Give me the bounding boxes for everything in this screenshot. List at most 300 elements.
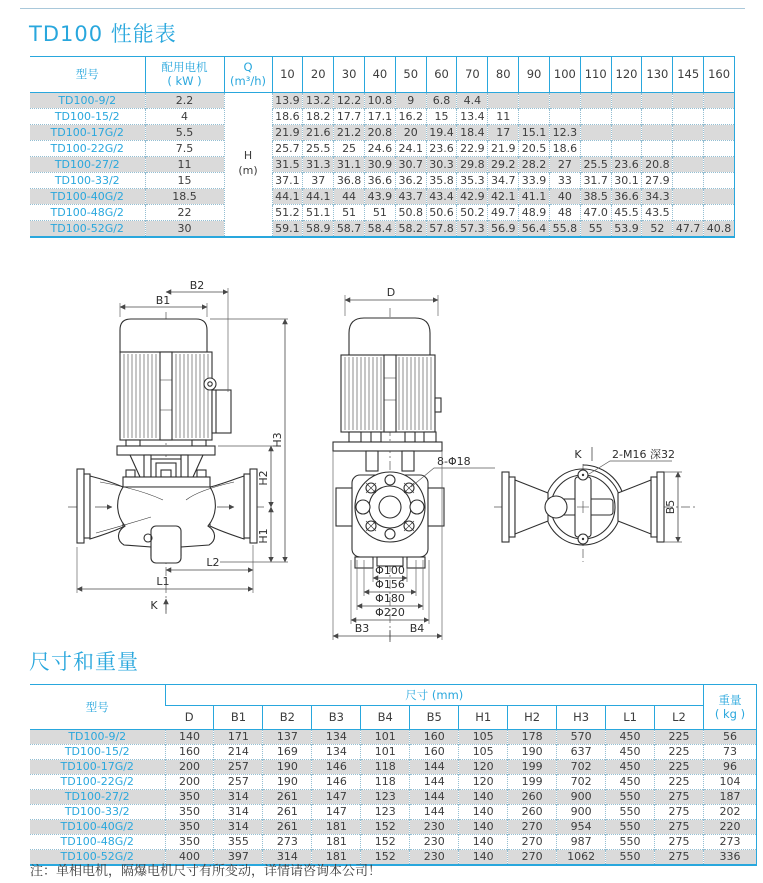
power-cell: 15	[145, 172, 224, 188]
head-value-cell: 12.2	[334, 92, 365, 108]
size-value-cell: 350	[165, 834, 214, 849]
head-value-cell: 18.4	[457, 124, 488, 140]
head-value-cell: 56.4	[519, 220, 550, 237]
size-value-cell: 190	[263, 774, 312, 789]
lifting-eye	[204, 378, 216, 390]
performance-row	[30, 204, 735, 220]
size-value-cell: 144	[410, 804, 459, 819]
footnote: 注：单相电机，隔爆电机尺寸有所变动，详情请咨询本公司！	[30, 864, 382, 879]
head-value-cell	[673, 124, 704, 140]
head-value-cell: 15	[426, 108, 457, 124]
size-value-cell: 1062	[557, 849, 606, 865]
head-value-cell: 36.6	[611, 188, 642, 204]
size-value-cell: 954	[557, 819, 606, 834]
head-value-cell: 55.8	[549, 220, 580, 237]
size-value-cell: 261	[263, 804, 312, 819]
head-value-cell: 51	[364, 204, 395, 220]
size-value-cell: 160	[410, 744, 459, 759]
head-value-cell: 21.9	[272, 124, 303, 140]
size-value-cell: 550	[606, 804, 655, 819]
model-cell: TD100-22G/2	[30, 140, 145, 156]
head-value-cell: 37	[303, 172, 334, 188]
col-header-flow-value: 20	[303, 57, 334, 93]
size-value-cell: 550	[606, 834, 655, 849]
dim-label-phi220: Φ220	[375, 606, 405, 619]
size-value-cell: 275	[655, 804, 704, 819]
head-value-cell: 27	[549, 156, 580, 172]
head-value-cell	[580, 92, 611, 108]
head-value-cell: 35.3	[457, 172, 488, 188]
size-value-cell: 397	[214, 849, 263, 865]
size-value-cell: 550	[606, 819, 655, 834]
head-value-cell: 48	[549, 204, 580, 220]
model-cell: TD100-22G/2	[30, 774, 165, 789]
head-value-cell	[704, 188, 735, 204]
size-value-cell: 120	[459, 759, 508, 774]
head-value-cell: 33	[549, 172, 580, 188]
head-value-cell: 19.4	[426, 124, 457, 140]
head-value-cell: 17	[488, 124, 519, 140]
size-value-cell: 702	[557, 759, 606, 774]
col-header-size-group: 尺寸 (mm)	[165, 685, 704, 706]
head-value-cell	[642, 92, 673, 108]
head-value-cell: 58.7	[334, 220, 365, 237]
size-value-cell: 120	[459, 774, 508, 789]
performance-row	[30, 124, 735, 140]
head-value-cell: 51.2	[272, 204, 303, 220]
size-value-cell: 105	[459, 729, 508, 744]
head-value-cell: 18.6	[272, 108, 303, 124]
head-value-cell: 31.5	[272, 156, 303, 172]
size-value-cell: 225	[655, 729, 704, 744]
size-value-cell: 123	[361, 804, 410, 819]
col-header-model: 型号	[30, 685, 165, 730]
head-value-cell	[580, 108, 611, 124]
weight-cell: 73	[704, 744, 757, 759]
size-value-cell: 350	[165, 789, 214, 804]
col-header-size-letter: B3	[312, 706, 361, 729]
size-value-cell: 314	[263, 849, 312, 865]
weight-cell: 336	[704, 849, 757, 865]
dim-label-h3: H3	[271, 432, 284, 448]
power-cell: 5.5	[145, 124, 224, 140]
col-header-size-letter: B5	[410, 706, 459, 729]
weight-cell: 187	[704, 789, 757, 804]
model-cell: TD100-15/2	[30, 744, 165, 759]
size-value-cell: 101	[361, 729, 410, 744]
size-value-cell: 134	[312, 729, 361, 744]
head-value-cell	[611, 92, 642, 108]
head-value-cell: 59.1	[272, 220, 303, 237]
size-value-cell: 450	[606, 729, 655, 744]
head-value-cell: 25.5	[580, 156, 611, 172]
dim-label-b2: B2	[189, 279, 205, 292]
size-value-cell: 275	[655, 789, 704, 804]
size-value-cell: 152	[361, 849, 410, 865]
performance-header-row	[30, 57, 735, 93]
size-value-cell: 355	[214, 834, 263, 849]
head-value-cell: 44.1	[272, 188, 303, 204]
head-value-cell	[642, 140, 673, 156]
dimensions-row	[30, 804, 757, 819]
head-value-cell: 35.8	[426, 172, 457, 188]
col-header-motor	[145, 57, 224, 93]
size-value-cell: 230	[410, 819, 459, 834]
dim-label-phi100: Φ100	[375, 564, 405, 577]
size-value-cell: 144	[410, 789, 459, 804]
size-value-cell: 140	[459, 849, 508, 865]
size-value-cell: 181	[312, 834, 361, 849]
dim-label-b5: B5	[664, 499, 677, 515]
head-value-cell: 37.1	[272, 172, 303, 188]
head-value-cell: 51	[334, 204, 365, 220]
size-value-cell: 118	[361, 759, 410, 774]
weight-cell: 104	[704, 774, 757, 789]
head-value-cell	[580, 124, 611, 140]
size-value-cell: 260	[508, 804, 557, 819]
bolt-hole	[356, 500, 370, 514]
size-value-cell: 171	[214, 729, 263, 744]
size-value-cell: 140	[165, 729, 214, 744]
head-value-cell: 55	[580, 220, 611, 237]
col-header-size-letter: L2	[655, 706, 704, 729]
size-value-cell: 225	[655, 759, 704, 774]
size-value-cell: 225	[655, 744, 704, 759]
head-value-cell: 50.8	[395, 204, 426, 220]
size-value-cell: 123	[361, 789, 410, 804]
head-value-cell: 28.2	[519, 156, 550, 172]
q-header-line2: (m³/h)	[230, 74, 266, 89]
head-value-cell	[519, 108, 550, 124]
head-value-cell: 43.4	[426, 188, 457, 204]
size-value-cell: 260	[508, 789, 557, 804]
power-cell: 18.5	[145, 188, 224, 204]
head-value-cell	[673, 108, 704, 124]
dim-label-l1: L1	[156, 575, 170, 588]
head-value-cell	[704, 140, 735, 156]
head-value-cell: 18.2	[303, 108, 334, 124]
head-value-cell: 10.8	[364, 92, 395, 108]
head-value-cell	[704, 92, 735, 108]
size-value-cell: 400	[165, 849, 214, 865]
head-value-cell: 11	[488, 108, 519, 124]
head-value-cell: 24.6	[364, 140, 395, 156]
performance-table-body	[30, 92, 735, 237]
weight-cell: 273	[704, 834, 757, 849]
size-value-cell: 181	[312, 819, 361, 834]
col-header-flow	[224, 57, 272, 93]
head-value-cell	[519, 92, 550, 108]
dimensions-row	[30, 774, 757, 789]
head-value-cell: 44.1	[303, 188, 334, 204]
performance-row	[30, 188, 735, 204]
col-header-flow-value: 10	[272, 57, 303, 93]
head-value-cell: 58.2	[395, 220, 426, 237]
head-value-cell	[673, 140, 704, 156]
head-value-cell	[611, 124, 642, 140]
size-value-cell: 190	[263, 759, 312, 774]
head-value-cell: 30.1	[611, 172, 642, 188]
head-value-cell: 22.9	[457, 140, 488, 156]
size-value-cell: 273	[263, 834, 312, 849]
technical-drawings	[0, 270, 763, 648]
size-value-cell: 199	[508, 759, 557, 774]
model-cell: TD100-33/2	[30, 804, 165, 819]
size-value-cell: 147	[312, 804, 361, 819]
head-value-cell: 41.1	[519, 188, 550, 204]
col-header-size-letter: D	[165, 706, 214, 729]
power-cell: 30	[145, 220, 224, 237]
size-value-cell: 146	[312, 774, 361, 789]
size-value-cell: 199	[508, 774, 557, 789]
head-value-cell: 4.4	[457, 92, 488, 108]
size-value-cell: 214	[214, 744, 263, 759]
power-cell: 22	[145, 204, 224, 220]
head-value-cell	[642, 108, 673, 124]
power-cell: 4	[145, 108, 224, 124]
size-value-cell: 230	[410, 834, 459, 849]
size-value-cell: 140	[459, 789, 508, 804]
size-value-cell: 270	[508, 834, 557, 849]
head-value-cell: 33.9	[519, 172, 550, 188]
size-value-cell: 144	[410, 774, 459, 789]
col-header-flow-value: 70	[457, 57, 488, 93]
head-value-cell	[642, 124, 673, 140]
model-cell: TD100-27/2	[30, 789, 165, 804]
dimensions-table	[30, 684, 757, 866]
head-value-cell	[704, 172, 735, 188]
col-header-weight	[704, 685, 757, 730]
top-view-drawing	[494, 447, 698, 562]
head-value-cell: 48.9	[519, 204, 550, 220]
size-value-cell: 350	[165, 804, 214, 819]
size-value-cell: 140	[459, 834, 508, 849]
dim-label-k-front: K	[150, 599, 158, 612]
head-value-cell	[549, 92, 580, 108]
head-value-cell: 20.8	[364, 124, 395, 140]
dim-label-tap: 2-M16 深32	[612, 448, 675, 461]
motor-header-line2: ( kW )	[167, 74, 202, 89]
head-value-cell: 50.2	[457, 204, 488, 220]
dimensions-row	[30, 744, 757, 759]
col-header-flow-value: 130	[642, 57, 673, 93]
dim-label-phi180: Φ180	[375, 592, 405, 605]
head-value-cell	[580, 140, 611, 156]
dim-label-b3: B3	[354, 622, 370, 635]
dim-label-d: D	[386, 286, 396, 299]
performance-row	[30, 92, 735, 108]
head-value-cell: 25	[334, 140, 365, 156]
dim-label-b4: B4	[409, 622, 425, 635]
dim-label-bolt-holes: 8-Φ18	[437, 455, 471, 468]
size-value-cell: 270	[508, 819, 557, 834]
head-value-cell: 13.9	[272, 92, 303, 108]
head-value-cell: 17.1	[364, 108, 395, 124]
head-value-cell: 57.3	[457, 220, 488, 237]
size-value-cell: 144	[410, 759, 459, 774]
head-value-cell: 9	[395, 92, 426, 108]
head-value-cell: 27.9	[642, 172, 673, 188]
head-value-cell: 31.3	[303, 156, 334, 172]
head-value-cell: 31.7	[580, 172, 611, 188]
col-header-flow-value: 80	[488, 57, 519, 93]
head-value-cell: 49.7	[488, 204, 519, 220]
size-value-cell: 450	[606, 744, 655, 759]
size-value-cell: 146	[312, 759, 361, 774]
col-header-flow-value: 50	[395, 57, 426, 93]
dims-table-body	[30, 729, 757, 865]
head-value-cell: 16.2	[395, 108, 426, 124]
head-value-cell: 40.8	[704, 220, 735, 237]
size-value-cell: 140	[459, 819, 508, 834]
model-cell: TD100-48G/2	[30, 204, 145, 220]
dims-header-row-group	[30, 685, 757, 706]
size-value-cell: 314	[214, 804, 263, 819]
size-value-cell: 637	[557, 744, 606, 759]
size-value-cell: 200	[165, 774, 214, 789]
size-value-cell: 230	[410, 849, 459, 865]
head-value-cell: 30.3	[426, 156, 457, 172]
head-value-cell	[488, 92, 519, 108]
head-value-cell: 23.6	[426, 140, 457, 156]
head-value-cell: 30.9	[364, 156, 395, 172]
size-value-cell: 261	[263, 819, 312, 834]
head-value-cell: 29.8	[457, 156, 488, 172]
head-value-cell: 24.1	[395, 140, 426, 156]
size-value-cell: 190	[508, 744, 557, 759]
col-header-size-letter: H1	[459, 706, 508, 729]
head-value-cell: 20	[395, 124, 426, 140]
head-value-cell: 36.8	[334, 172, 365, 188]
model-cell: TD100-40G/2	[30, 819, 165, 834]
weight-cell: 202	[704, 804, 757, 819]
head-value-cell: 43.5	[642, 204, 673, 220]
size-value-cell: 160	[410, 729, 459, 744]
size-value-cell: 225	[655, 774, 704, 789]
size-value-cell: 350	[165, 819, 214, 834]
dimensions-row	[30, 819, 757, 834]
col-header-size-letter: B4	[361, 706, 410, 729]
col-header-model: 型号	[30, 57, 145, 93]
size-value-cell: 270	[508, 849, 557, 865]
head-value-cell	[549, 108, 580, 124]
size-value-cell: 314	[214, 819, 263, 834]
performance-row	[30, 172, 735, 188]
model-cell: TD100-33/2	[30, 172, 145, 188]
head-value-cell: 57.8	[426, 220, 457, 237]
model-cell: TD100-17G/2	[30, 759, 165, 774]
suction-flange	[77, 469, 84, 543]
head-value-cell: 47.0	[580, 204, 611, 220]
size-value-cell: 178	[508, 729, 557, 744]
col-header-flow-value: 110	[580, 57, 611, 93]
power-cell: 11	[145, 156, 224, 172]
head-value-cell: 51.1	[303, 204, 334, 220]
head-value-cell: 44	[334, 188, 365, 204]
bolt-hole	[385, 475, 395, 485]
size-value-cell: 275	[655, 819, 704, 834]
motor-header-line1: 配用电机	[161, 60, 208, 74]
side-view-drawing	[333, 286, 495, 642]
head-value-cell	[704, 156, 735, 172]
head-value-cell: 20.8	[642, 156, 673, 172]
col-header-size-letter: H3	[557, 706, 606, 729]
head-value-cell: 43.9	[364, 188, 395, 204]
size-value-cell: 134	[312, 744, 361, 759]
col-header-flow-value: 30	[334, 57, 365, 93]
size-value-cell: 152	[361, 834, 410, 849]
size-value-cell: 450	[606, 759, 655, 774]
head-value-cell: 50.6	[426, 204, 457, 220]
terminal-box	[212, 390, 231, 433]
head-value-cell	[611, 108, 642, 124]
size-value-cell: 261	[263, 789, 312, 804]
front-view-drawing	[68, 279, 288, 614]
head-value-cell	[673, 92, 704, 108]
dimensions-row	[30, 834, 757, 849]
dimensions-row	[30, 759, 757, 774]
head-value-cell	[704, 124, 735, 140]
size-value-cell: 118	[361, 774, 410, 789]
performance-row	[30, 156, 735, 172]
size-value-cell: 147	[312, 789, 361, 804]
bolt-hole	[385, 529, 395, 539]
model-cell: TD100-9/2	[30, 92, 145, 108]
head-value-cell: 52	[642, 220, 673, 237]
dim-label-l2: L2	[206, 556, 220, 569]
head-value-cell	[704, 204, 735, 220]
head-value-cell: 15.1	[519, 124, 550, 140]
head-value-cell: 17.7	[334, 108, 365, 124]
col-header-flow-value: 145	[673, 57, 704, 93]
dim-label-k-top: K	[574, 448, 582, 461]
head-value-cell: 53.9	[611, 220, 642, 237]
dimensions-row	[30, 729, 757, 744]
q-header-line1: Q	[243, 60, 253, 74]
size-value-cell: 181	[312, 849, 361, 865]
head-value-cell: 21.2	[334, 124, 365, 140]
size-value-cell: 900	[557, 804, 606, 819]
head-value-cell: 36.2	[395, 172, 426, 188]
head-value-cell: 20.5	[519, 140, 550, 156]
head-value-cell	[611, 140, 642, 156]
dimensions-title: 尺寸和重量	[29, 650, 139, 674]
col-header-flow-value: 160	[704, 57, 735, 93]
size-value-cell: 275	[655, 849, 704, 865]
head-unit-cell: H (m)	[224, 92, 272, 237]
head-value-cell: 12.3	[549, 124, 580, 140]
size-value-cell: 200	[165, 759, 214, 774]
size-value-cell: 314	[214, 789, 263, 804]
model-cell: TD100-40G/2	[30, 188, 145, 204]
head-value-cell: 36.6	[364, 172, 395, 188]
head-value-cell: 25.7	[272, 140, 303, 156]
head-value-cell: 58.4	[364, 220, 395, 237]
col-header-flow-value: 100	[549, 57, 580, 93]
head-value-cell: 21.6	[303, 124, 334, 140]
bolt-hole	[410, 500, 424, 514]
model-cell: TD100-17G/2	[30, 124, 145, 140]
head-value-cell: 47.7	[673, 220, 704, 237]
model-cell: TD100-15/2	[30, 108, 145, 124]
performance-row	[30, 108, 735, 124]
discharge-flange	[250, 469, 257, 543]
power-cell: 2.2	[145, 92, 224, 108]
head-value-cell: 25.5	[303, 140, 334, 156]
size-value-cell: 140	[459, 804, 508, 819]
model-cell: TD100-9/2	[30, 729, 165, 744]
head-value-cell: 40	[549, 188, 580, 204]
